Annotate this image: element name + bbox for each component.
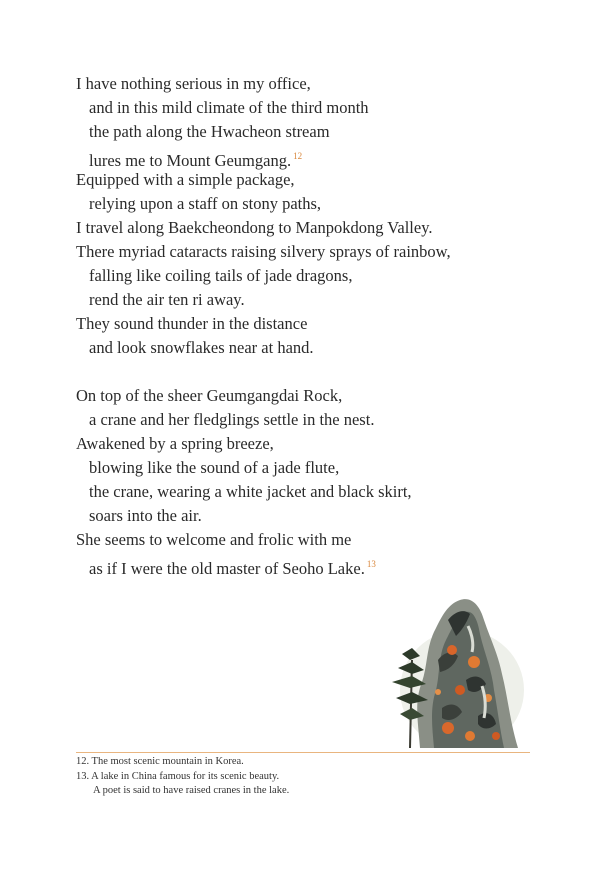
poem-line-text: Awakened by a spring breeze, bbox=[76, 434, 274, 453]
poem-line bbox=[76, 96, 556, 120]
poem-line-text: On top of the sheer Geumgangdai Rock, bbox=[76, 386, 343, 405]
poem-line bbox=[76, 384, 556, 408]
footnote-reference[interactable]: 12 bbox=[293, 151, 303, 161]
footnote-line: 12. The most scenic mountain in Korea. bbox=[76, 756, 244, 767]
footnote-line: 13. A lake in China famous for its scenic beauty. bbox=[76, 770, 280, 782]
poem-line-text: blowing like the sound of a jade flute, bbox=[89, 458, 340, 477]
poem-line-text: relying upon a staff on stony paths, bbox=[89, 194, 322, 213]
footnotes bbox=[76, 755, 536, 799]
poem-line-text: There myriad cataracts raising silvery sprays of rainbow, bbox=[76, 242, 451, 261]
stanza bbox=[76, 384, 556, 576]
poem-line bbox=[76, 144, 556, 168]
poem-line-text: They sound thunder in the distance bbox=[76, 314, 308, 333]
poem-line bbox=[76, 120, 556, 144]
poem-line bbox=[76, 552, 556, 576]
poem-line-text: She seems to welcome and frolic with me bbox=[76, 530, 352, 549]
poem-line-text: I have nothing serious in my office, bbox=[76, 74, 311, 93]
poem-line bbox=[76, 264, 556, 288]
poem-line bbox=[76, 240, 556, 264]
poem-line bbox=[76, 456, 556, 480]
poem-body bbox=[76, 72, 556, 576]
poem-line bbox=[76, 216, 556, 240]
poem-line bbox=[76, 528, 556, 552]
poem-line-text: the path along the Hwacheon stream bbox=[89, 122, 330, 141]
poem-line bbox=[76, 288, 556, 312]
poem-line-text: rend the air ten ri away. bbox=[89, 290, 245, 309]
poem-line bbox=[76, 504, 556, 528]
poem-line bbox=[76, 72, 556, 96]
poem-line bbox=[76, 312, 556, 336]
stanza bbox=[76, 72, 556, 360]
footnote-reference[interactable]: 13 bbox=[366, 559, 376, 569]
poem-line-text: Equipped with a simple package, bbox=[76, 170, 295, 189]
poem-line-text: lures me to Mount Geumgang. bbox=[89, 151, 292, 170]
poem-line-text: I travel along Baekcheondong to Manpokdong Valley. bbox=[76, 218, 433, 237]
poem-line bbox=[76, 336, 556, 360]
footnote-line: A poet is said to have raised cranes in the lake. bbox=[93, 785, 290, 796]
poem-line bbox=[76, 168, 556, 192]
poem-line bbox=[76, 192, 556, 216]
poem-line bbox=[76, 480, 556, 504]
poem-line bbox=[76, 432, 556, 456]
poem-line-text: and in this mild climate of the third month bbox=[89, 98, 369, 117]
poem-line-text: the crane, wearing a white jacket and black skirt, bbox=[89, 482, 412, 501]
mountain-rock-painting-icon bbox=[378, 590, 528, 748]
poem-line-text: soars into the air. bbox=[89, 506, 202, 525]
poem-line bbox=[76, 408, 556, 432]
poem-line-text: as if I were the old master of Seoho Lake. bbox=[89, 559, 365, 578]
footnote-divider bbox=[76, 752, 530, 753]
poem-line-text: falling like coiling tails of jade dragons, bbox=[89, 266, 353, 285]
poem-line-text: and look snowflakes near at hand. bbox=[89, 338, 314, 357]
poem-line-text: a crane and her fledglings settle in the nest. bbox=[89, 410, 375, 429]
